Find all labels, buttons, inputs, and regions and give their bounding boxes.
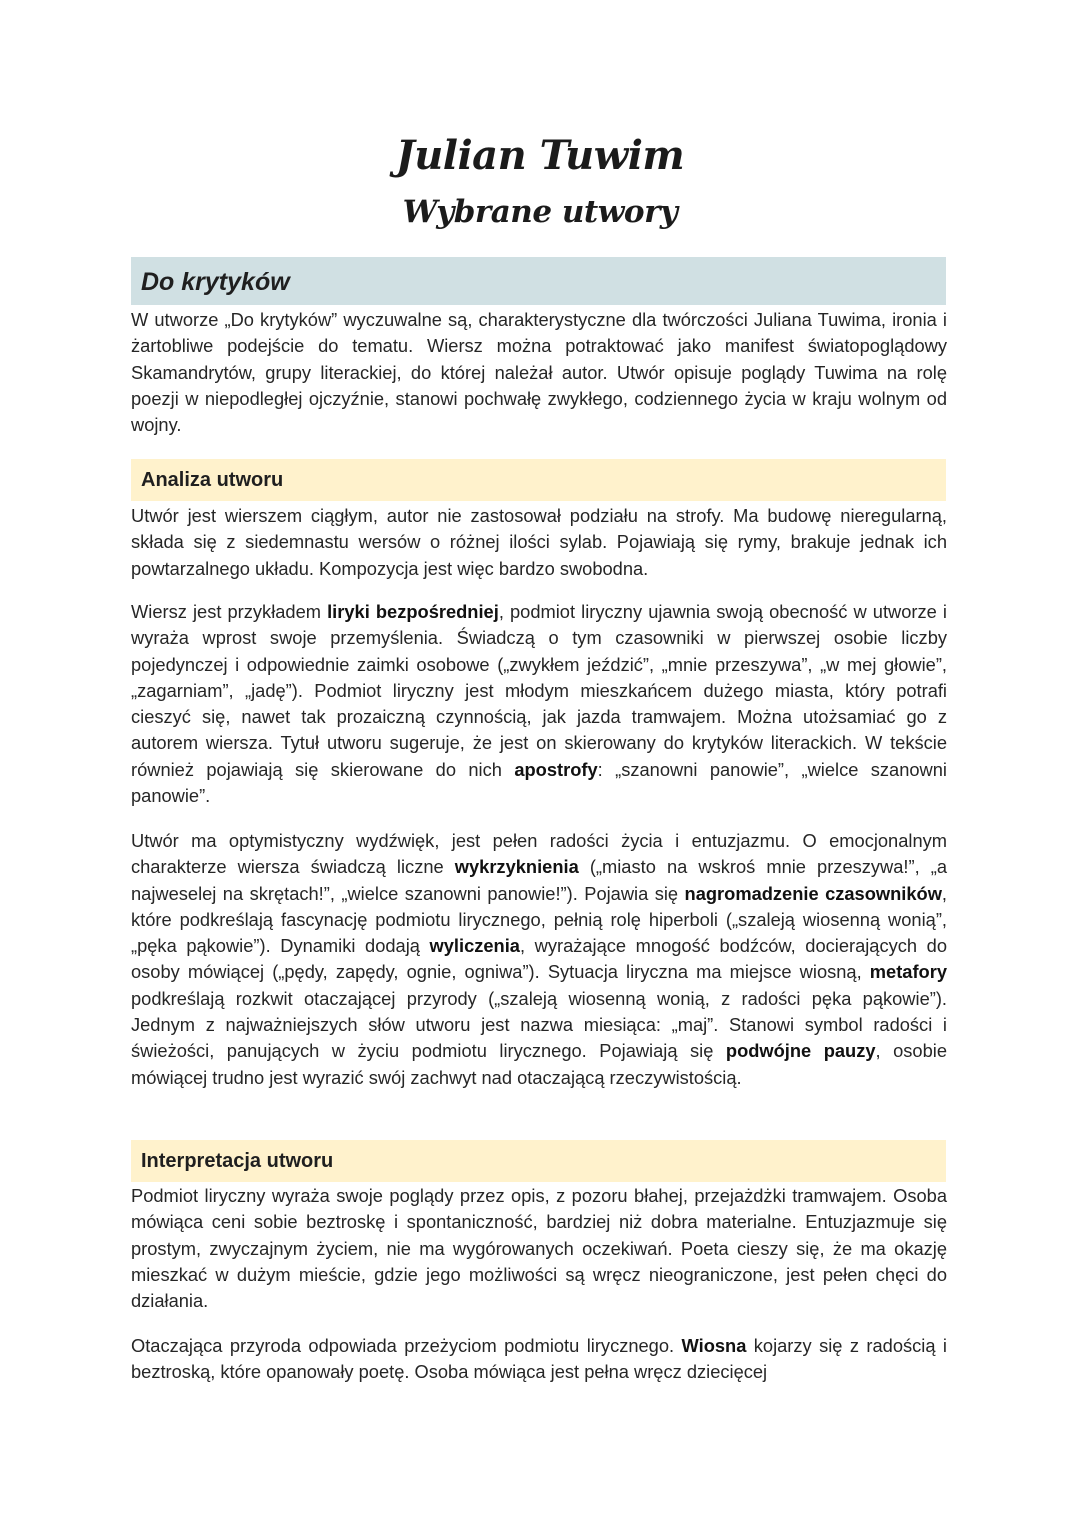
document-header [0,128,1080,234]
document-title: Julian Tuwim [395,132,685,179]
section-heading-label: Interpretacja utworu [141,1150,334,1172]
section-heading-interpretacja [131,1140,946,1182]
bold-term: apostrofy [514,758,598,780]
bold-term: wyliczenia [429,935,520,957]
bold-term: metafory [869,961,947,983]
paragraph-intro: W utworze „Do krytyków” wyczuwalne są, charakterystyczne dla twórczości Juliana Tuwima, ironia i żartobliwe podejście do tematu. Wiersz można potraktować jako manifest światopoglądowy Skamandrytów, grupy literackiej, do której należał autor. Utwór opisuje poglądy Tuwima na rolę poezji w niepodległej ojczyźnie, stanowi pochwałę zwykłego, codziennego życia w kraju wolnym od wojny. [131,309,947,436]
bold-term: nagromadzenie czasowników [684,882,942,904]
paragraph-interpretacja-1: Podmiot liryczny wyraża swoje poglądy przez opis, z pozoru błahej, przejażdżki tramwajem. Osoba mówiąca ceni sobie beztroskę i spontaniczność, bardziej niż dobra materialne. Entuzjazmuje się prostym, zwyczajnym życiem, nie ma wygórowanych oczekiwań. Poeta cieszy się, że ma okazję mieszkać w dużym mieście, gdzie jego możliwości są wręcz nieograniczone, jest pełen chęci do działania. [131,1185,947,1312]
paragraph-analiza-2: Wiersz jest przykładem liryki bezpośredniej, podmiot liryczny ujawnia swoją obecność w utworze i wyraża wprost swoje przemyślenia. Świadczą o tym czasowniki w pierwszej osobie liczby pojedynczej i odpowiednie zaimki osobowe („zwykłem jeździć”, „mnie przeszywa”, „w mej głowie”, „zagarniam”, „jadę”). Podmiot liryczny jest młodym mieszkańcem dużego miasta, który potrafi cieszyć się, nawet tak prozaiczną czynnością, jak jazda tramwajem. Można utożsamiać go z autorem wiersza. Tytuł utworu sugeruje, że jest on skierowany do krytyków literackich. W tekście również pojawiają się skierowane do nich apostrofy: „szanowni panowie”, „wielce szanowni panowie”. [131,601,947,807]
bold-term: Wiosna [681,1335,747,1356]
section-heading-label: Analiza utworu [141,469,284,491]
section-heading-analiza [131,459,946,501]
paragraph-interpretacja-2: Otaczająca przyroda odpowiada przeżyciom podmiotu lirycznego. Wiosna kojarzy się z radością i beztroską, które opanowały poetę. Osoba mówiąca jest pełna wręcz dziecięcej [131,1335,947,1383]
paragraph-analiza-1: Utwór jest wierszem ciągłym, autor nie zastosował podziału na strofy. Ma budowę nieregularną, składa się z siedemnastu wersów o różnej ilości sylab. Pojawiają się rymy, brakuje jednak ich powtarzalnego układu. Kompozycja jest więc bardzo swobodna. [131,505,947,579]
section-heading-label: Do krytyków [141,268,290,296]
bold-term: wykrzyknienia [454,856,579,878]
document-subtitle: Wybrane utwory [402,194,678,230]
bold-term: liryki bezpośredniej [327,601,499,622]
section-heading-do-krytykow [131,257,946,305]
bold-term: podwójne pauzy [725,1040,876,1062]
paragraph-analiza-3: Utwór ma optymistyczny wydźwięk, jest pełen radości życia i entuzjazmu. O emocjonalnym charakterze wiersza świadczą liczne wykrzyknienia („miasto na wskroś mnie przeszywa!”, „a najweselej na skrętach!”, „wielce szanowni panowie!”). Pojawia się nagromadzenie czasowników, które podkreślają fascynację podmiotu lirycznego, pełnią rolę hiperboli („szaleją wiosenną wonią”, „pęka pąkowie”). Dynamiki dodają wyliczenia, wyrażające mnogość bodźców, docierających do osoby mówiącej („pędy, zapędy, ognie, ogniwa”). Sytuacja liryczna ma miejsce wiosną, metafory podkreślają rozkwit otaczającej przyrody („szaleją wiosenną wonią, z radości pęka pąkowie”). Jednym z najważniejszych słów utworu jest nazwa miesiąca: „maj”. Stanowi symbol radości i świeżości, panujących w życiu podmiotu lirycznego. Pojawiają się podwójne pauzy, osobie mówiącej trudno jest wyrazić swój zachwyt nad otaczającą rzeczywistością. [131,830,948,1088]
